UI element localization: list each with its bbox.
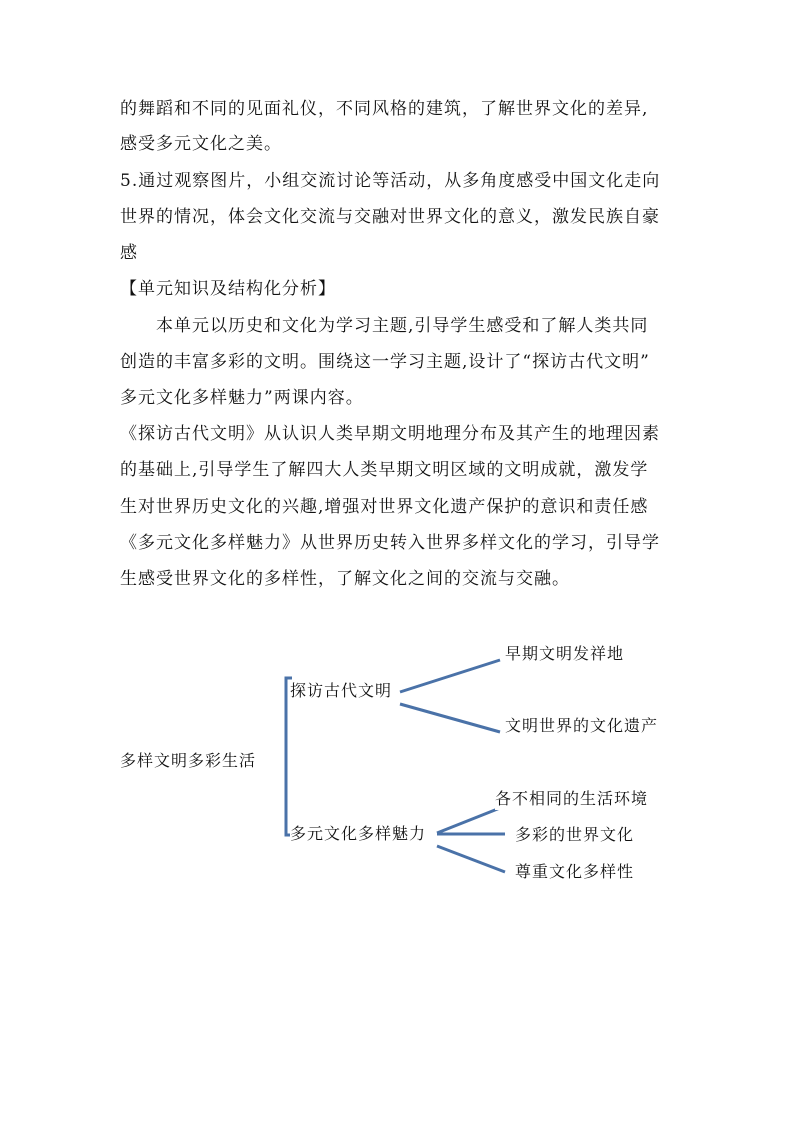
paragraph-line: 生对世界历史文化的兴趣,增强对世界文化遗产保护的意识和责任感	[120, 497, 649, 517]
connector-line	[400, 704, 500, 732]
leaf-node: 早期文明发祥地	[505, 644, 625, 663]
paragraph-line: 的舞蹈和不同的见面礼仪，不同风格的建筑，了解世界文化的差异,	[120, 99, 649, 119]
paragraph-line: 多元文化多样魅力”两课内容。	[120, 388, 364, 408]
branch-node: 多元文化多样魅力	[290, 824, 427, 843]
paragraph-line: 创造的丰富多彩的文明。围绕这一学习主题,设计了“探访古代文明”	[120, 352, 650, 372]
leaf-node: 多彩的世界文化	[515, 825, 635, 844]
paragraph-line: 《多元文化多样魅力》从世界历史转入世界多样文化的学习，引导学	[120, 533, 660, 553]
paragraph-line: 5.通过观察图片，小组交流讨论等活动，从多角度感受中国文化走向	[120, 171, 661, 191]
connector-line	[437, 846, 505, 872]
paragraph-line: 生感受世界文化的多样性，了解文化之间的交流与交融。	[120, 569, 570, 589]
paragraph-line: 的基础上,引导学生了解四大人类早期文明区域的文明成就，激发学	[120, 460, 649, 480]
paragraph-line: 《探访古代文明》从认识人类早期文明地理分布及其产生的地理因素	[120, 424, 660, 444]
structure-diagram	[0, 620, 794, 920]
leaf-node: 文明世界的文化遗产	[505, 716, 659, 735]
leaf-node: 各不相同的生活环境	[495, 789, 649, 808]
paragraph-line: 感	[120, 243, 138, 263]
paragraph-line: 感受多元文化之美。	[120, 134, 282, 154]
paragraph-line: 世界的情况，体会文化交流与交融对世界文化的意义，激发民族自豪	[120, 207, 660, 227]
root-node: 多样文明多彩生活	[120, 751, 257, 770]
branch-node: 探访古代文明	[290, 681, 393, 700]
paragraph-line: 本单元以历史和文化为学习主题,引导学生感受和了解人类共同	[120, 316, 649, 336]
connector-line	[437, 808, 500, 833]
section-heading: 【单元知识及结构化分析】	[120, 279, 336, 299]
leaf-node: 尊重文化多样性	[515, 862, 635, 881]
connector-line	[400, 660, 500, 692]
